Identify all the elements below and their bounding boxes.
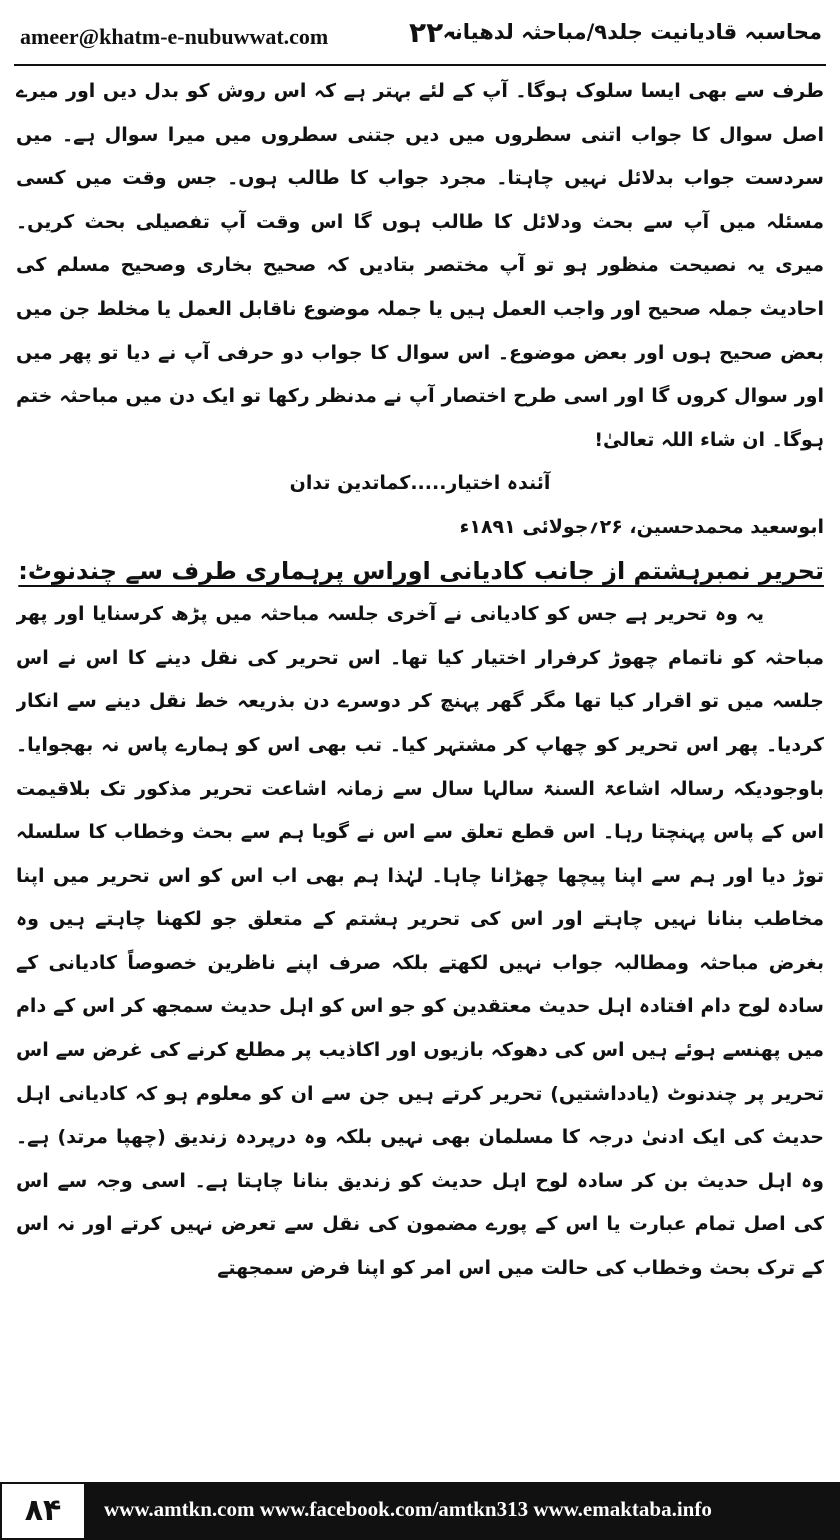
page-header: [14, 14, 826, 66]
footer-links: www.amtkn.com www.facebook.com/amtkn313 www.emaktaba.info: [104, 1497, 712, 1521]
page-footer: [0, 1482, 840, 1540]
closing-line: آئندہ اختیار.....کماتدین تدان: [289, 472, 551, 495]
page-content: [16, 70, 824, 1476]
section-heading: تحریر نمبرہشتم از جانب کادیانی اوراس پرہماری طرف سے چندنوٹ:: [18, 556, 824, 585]
signature: ابوسعید محمدحسین، ۲۶؍جولائی ۱۸۹۱ء: [459, 515, 824, 538]
header-email: ameer@khatm-e-nubuwwat.com: [20, 24, 329, 49]
paragraph-2: یہ وہ تحریر ہے جس کو کادیانی نے آخری جلسہ مباحثہ میں پڑھ کرسنایا اور پھر مباحثہ کو ناتمام چھوڑ کرفرار اختیار کیا تھا۔ اس تحریر کی نقل دینے کا اس نے اس جلسہ میں تو اقرار کیا تھا مگر گھر پہنچ کر دوسرے دن بذریعہ خط نقل دینے سے انکار کردیا۔ پھر اس تحریر کو چھاپ کر مشتہر کیا۔ تب بھی اس کو ہمارے پاس نہ بھجوایا۔ باوجودیکہ رسالہ اشاعۃ السنۃ سالہا سال سے زمانہ اشاعت تحریر مذکور تک بلاقیمت اس کے پاس پہنچتا رہا۔ اس قطع تعلق سے اس نے گویا ہم سے بحث وخطاب کا سلسلہ توڑ دیا اور ہم سے اپنا پیچھا چھڑانا چاہا۔ لہٰذا ہم بھی اب اس کو اس تحریر میں اپنا مخاطب بنانا نہیں چاہتے اور اس کی تحریر ہشتم کے متعلق جو لکھنا چاہتے ہیں وہ بغرض مباحثہ ومطالبہ جواب نہیں لکھتے بلکہ صرف اپنے ناظرین خصوصاً کادیانی کے سادہ لوح دام افتادہ اہل حدیث معتقدین کو جو اس کو اہل حدیث سمجھ کر اس کے دام میں پھنسے ہوئے ہیں اس کی دھوکہ بازیوں اور اکاذیب پر مطلع کرنے کی غرض سے اس تحریر پر چندنوٹ (یادداشتیں) تحریر کرتے ہیں جن سے ان کو معلوم ہو کہ کادیانی اہل حدیث کی ایک ادنیٰ درجہ کا مسلمان بھی نہیں بلکہ وہ درپردہ زندیق (چھپا مرتد) ہے۔ وہ اہل حدیث بن کر سادہ لوح اہل حدیث کو زندیق بنانا چاہتا ہے۔ اسی وجہ سے اس کی اصل تمام عبارت یا اس کے پورے مضمون کی نقل سے تعرض نہیں کرتے اور نہ اس کے ترک بحث وخطاب کی حالت میں اس امر کو اپنا فرض سمجھتے: [16, 603, 824, 1280]
header-book-title: محاسبہ قادیانیت جلد۹/مباحثہ لدھیانہ: [442, 20, 822, 44]
footer-page-number: ۸۴: [0, 1482, 86, 1540]
paragraph-1: طرف سے بھی ایسا سلوک ہوگا۔ آپ کے لئے بہتر ہے کہ اس روش کو بدل دیں اور میرے اصل سوال کا جواب اتنی سطروں میں دیں جتنی سطروں میں میرا سوال ہے۔ میں سردست جواب بدلائل نہیں چاہتا۔ مجرد جواب کا طالب ہوں۔ جس وقت میں کسی مسئلہ میں آپ سے بحث ودلائل کا طالب ہوں گا اس وقت آپ تفصیلی بحث کریں۔ میری یہ نصیحت منظور ہو تو آپ مختصر بتادیں کہ صحیح بخاری وصحیح مسلم کی احادیث جملہ صحیح اور واجب العمل ہیں یا جملہ موضوع ناقابل العمل یا مخلط جن میں بعض صحیح ہوں اور بعض موضوع۔ اس سوال کا جواب دو حرفی آپ نے دیا تو پھر میں اور سوال کروں گا اور اسی طرح اختصار آپ نے مدنظر رکھا تو ایک دن میں مباحثہ ختم ہوگا۔ ان شاء اللہ تعالیٰ!: [16, 80, 824, 451]
header-page-number: ۲۲۰: [409, 16, 461, 49]
